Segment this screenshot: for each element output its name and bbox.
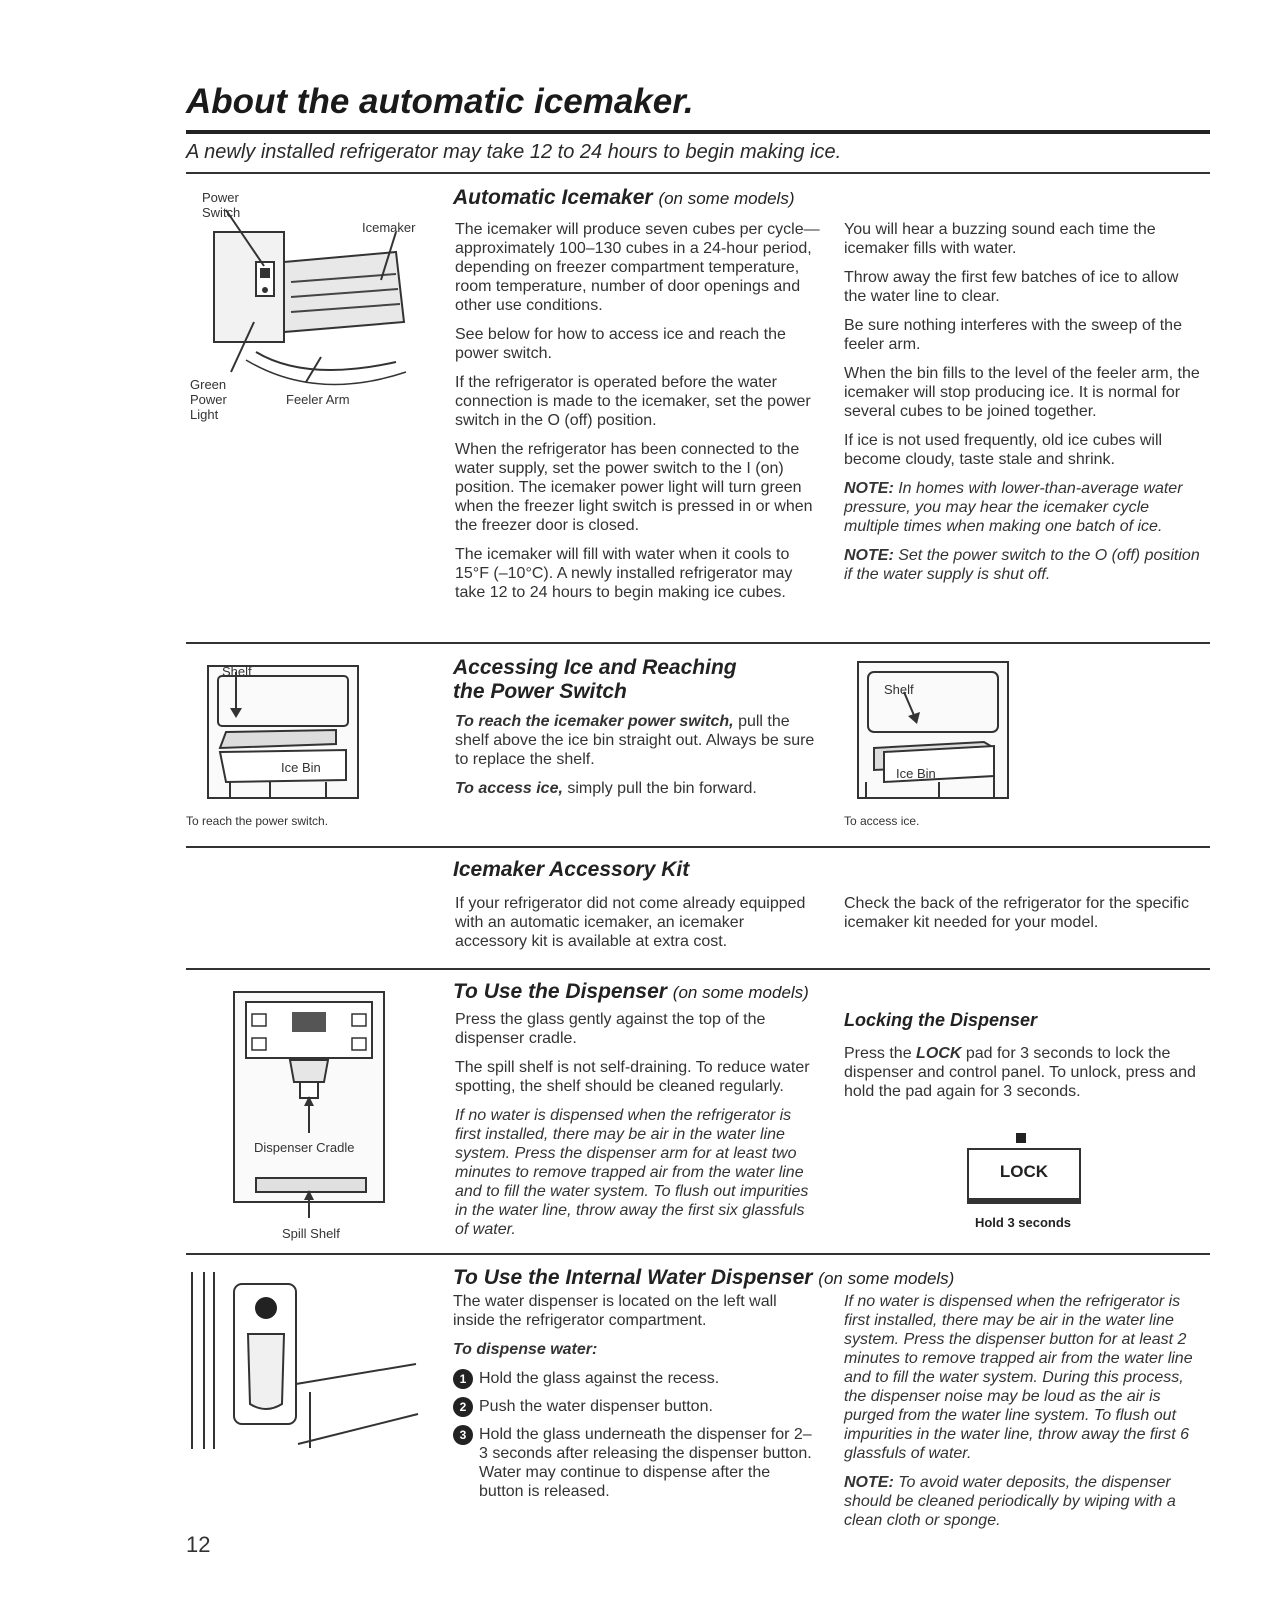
label-ice-bin: Ice Bin xyxy=(281,760,321,775)
paragraph: If your refrigerator did not come already equipped with an automatic icemaker, an icemaker accessory kit is available at extra cost. xyxy=(455,895,806,950)
paragraph: If ice is not used frequently, old ice cubes will become cloudy, taste stale and shrink. xyxy=(844,432,1163,468)
paragraph xyxy=(455,779,815,798)
paragraph: When the refrigerator has been connected to the water supply, set the power switch to the I (on) position. The icemaker power light will turn green when the freezer light switch is pressed in or when the freezer door is closed. xyxy=(455,441,813,534)
internal-dispenser-illustration xyxy=(186,1264,426,1454)
step-1 xyxy=(453,1369,813,1389)
internal-dispenser-right xyxy=(844,1292,1204,1540)
label-dispenser-cradle: Dispenser Cradle xyxy=(254,1140,355,1155)
internal-dispenser-heading xyxy=(453,1266,1213,1291)
section-rule xyxy=(186,642,1210,644)
paragraph: The icemaker will produce seven cubes per cycle— approximately 100–130 cubes in a 24-hour period, depending on freezer compartment temperature, room temperature, number of door openings and other use conditions. xyxy=(455,221,820,314)
step-2 xyxy=(453,1397,813,1417)
note xyxy=(844,1473,1204,1530)
dispenser-figure xyxy=(186,978,426,1248)
note-text: To avoid water deposits, the dispenser should be cleaned periodically by wiping with a clean cloth or sponge. xyxy=(844,1474,1176,1529)
lock-button[interactable] xyxy=(967,1148,1081,1204)
icemaker-figure xyxy=(186,182,426,432)
automatic-icemaker-heading xyxy=(453,186,795,211)
heading-note: (on some models) xyxy=(658,189,795,208)
section-rule xyxy=(186,1253,1210,1255)
lead-text: To reach the icemaker power switch, xyxy=(455,713,734,730)
paragraph xyxy=(844,1044,1204,1101)
internal-dispenser-figure xyxy=(186,1264,426,1454)
step-text: Push the water dispenser button. xyxy=(479,1398,713,1415)
paragraph: If no water is dispensed when the refrigerator is first installed, there may be air in the water line system. Press the dispenser button for at least 2 minutes to remove trapped air from the water line and to fill the water system. During this process, the dispenser noise may be loud as the air is purged from the water line system. To flush out impurities in the water line, throw away the first 6 glassfuls of water. xyxy=(844,1293,1193,1462)
caption-access-ice: To access ice. xyxy=(844,814,920,828)
dispenser-text xyxy=(455,1010,815,1249)
accessory-kit-left xyxy=(455,894,815,961)
page-subtitle: A newly installed refrigerator may take 12 to 24 hours to begin making ice. xyxy=(186,141,842,163)
section-rule xyxy=(186,172,1210,174)
page-number: 12 xyxy=(186,1532,211,1557)
paragraph: The icemaker will fill with water when it cools to 15°F (–10°C). A newly installed refrigerator may take 12 to 24 hours to begin making ice cubes. xyxy=(455,546,793,601)
paragraph: You will hear a buzzing sound each time the icemaker fills with water. xyxy=(844,221,1156,257)
note-label: NOTE: xyxy=(844,547,894,564)
paragraph: Check the back of the refrigerator for the specific icemaker kit needed for your model. xyxy=(844,895,1190,931)
page-title: About the automatic icemaker. xyxy=(186,82,694,121)
paragraph: Throw away the first few batches of ice to allow the water line to clear. xyxy=(844,269,1179,305)
heading-line-1: Accessing Ice and Reaching xyxy=(453,656,737,679)
label-ice-bin: Ice Bin xyxy=(896,766,936,781)
step-text: Hold the glass underneath the dispenser for 2–3 seconds after releasing the dispenser button. Water may continue to dispense after the button is released. xyxy=(479,1426,812,1500)
heading-note: (on some models) xyxy=(672,983,809,1002)
to-dispense-label: To dispense water: xyxy=(453,1341,598,1358)
text: pad for 3 seconds to lock the dispenser and control panel. To unlock, press and hold the pad again for 3 seconds. xyxy=(844,1045,1196,1100)
heading-text: To Use the Internal Water Dispenser xyxy=(453,1266,813,1289)
step-number-icon: 3 xyxy=(453,1425,473,1445)
section-rule xyxy=(186,968,1210,970)
paragraph: When the bin fills to the level of the feeler arm, the icemaker will stop producing ice. It is normal for several cubes to be joined together. xyxy=(844,365,1200,420)
lock-hint: Hold 3 seconds xyxy=(974,1215,1072,1230)
internal-dispenser-left xyxy=(453,1292,813,1509)
heading-line-2: the Power Switch xyxy=(453,680,627,703)
label-icemaker: Icemaker xyxy=(362,220,416,235)
heading-text: To Use the Dispenser xyxy=(453,980,667,1003)
label-shelf: Shelf xyxy=(222,664,252,679)
note-text: In homes with lower-than-average water pressure, you may hear the icemaker cycle multiple times when making one batch of ice. xyxy=(844,480,1183,535)
label-green-power-light: Green Power Light xyxy=(190,377,227,422)
caption-reach-power-switch: To reach the power switch. xyxy=(186,814,329,828)
label-feeler-arm: Feeler Arm xyxy=(286,392,350,407)
step-number-icon: 2 xyxy=(453,1397,473,1417)
paragraph: If the refrigerator is operated before the water connection is made to the icemaker, set the power switch in the O (off) position. xyxy=(455,374,811,429)
paragraph: Press the glass gently against the top of the dispenser cradle. xyxy=(455,1011,766,1047)
note-1 xyxy=(844,479,1204,536)
label-shelf: Shelf xyxy=(884,682,914,697)
paragraph: See below for how to access ice and reach the power switch. xyxy=(455,326,786,362)
shelf-figure-right xyxy=(844,652,1084,812)
step-3 xyxy=(453,1425,813,1501)
accessing-ice-heading xyxy=(453,656,737,704)
locking-text xyxy=(844,1044,1204,1111)
accessory-kit-heading: Icemaker Accessory Kit xyxy=(453,858,690,881)
note-text: Set the power switch to the O (off) position if the water supply is shut off. xyxy=(844,547,1200,583)
note-2 xyxy=(844,546,1204,584)
ice-bin-illustration xyxy=(844,652,1084,812)
body-text: pull the shelf above the ice bin straight out. Always be sure to replace the shelf. xyxy=(455,713,815,768)
icemaker-left-column xyxy=(455,220,827,612)
icemaker-right-column xyxy=(844,220,1204,594)
paragraph: Be sure nothing interferes with the sweep of the feeler arm. xyxy=(844,317,1182,353)
indicator-light-icon xyxy=(1016,1133,1026,1143)
paragraph: The spill shelf is not self-draining. To reduce water spotting, the shelf should be cleaned regularly. xyxy=(455,1059,810,1095)
dispenser-illustration xyxy=(186,978,426,1248)
lock-key-text: LOCK xyxy=(916,1045,962,1062)
heading-text: Automatic Icemaker xyxy=(453,186,653,209)
accessing-ice-text xyxy=(455,712,815,808)
section-rule xyxy=(186,846,1210,848)
note-label: NOTE: xyxy=(844,1474,894,1491)
title-rule xyxy=(186,130,1210,134)
accessory-kit-right xyxy=(844,894,1204,942)
heading-note: (on some models) xyxy=(818,1269,955,1288)
lock-bar xyxy=(969,1198,1079,1202)
dispenser-heading xyxy=(453,980,809,1005)
shelf-figure-left xyxy=(186,652,426,812)
label-power-switch: Power Switch xyxy=(202,190,241,220)
body-text: simply pull the bin forward. xyxy=(567,780,757,797)
label-spill-shelf: Spill Shelf xyxy=(282,1226,340,1241)
lock-label: LOCK xyxy=(999,1162,1049,1181)
step-number-icon: 1 xyxy=(453,1369,473,1389)
step-text: Hold the glass against the recess. xyxy=(479,1370,720,1387)
paragraph: If no water is dispensed when the refrigerator is first installed, there may be air in the water line system. Press the dispenser arm for at least two minutes to remove trapped air from the water line and to fill the water system. To flush out impurities in the water line, throw away the first six glassfuls of water. xyxy=(455,1107,809,1238)
paragraph: The water dispenser is located on the left wall inside the refrigerator compartment. xyxy=(453,1293,777,1329)
paragraph xyxy=(455,712,815,769)
note-label: NOTE: xyxy=(844,480,894,497)
text: Press the xyxy=(844,1045,912,1062)
locking-heading: Locking the Dispenser xyxy=(844,1010,1038,1030)
lead-text: To access ice, xyxy=(455,780,563,797)
